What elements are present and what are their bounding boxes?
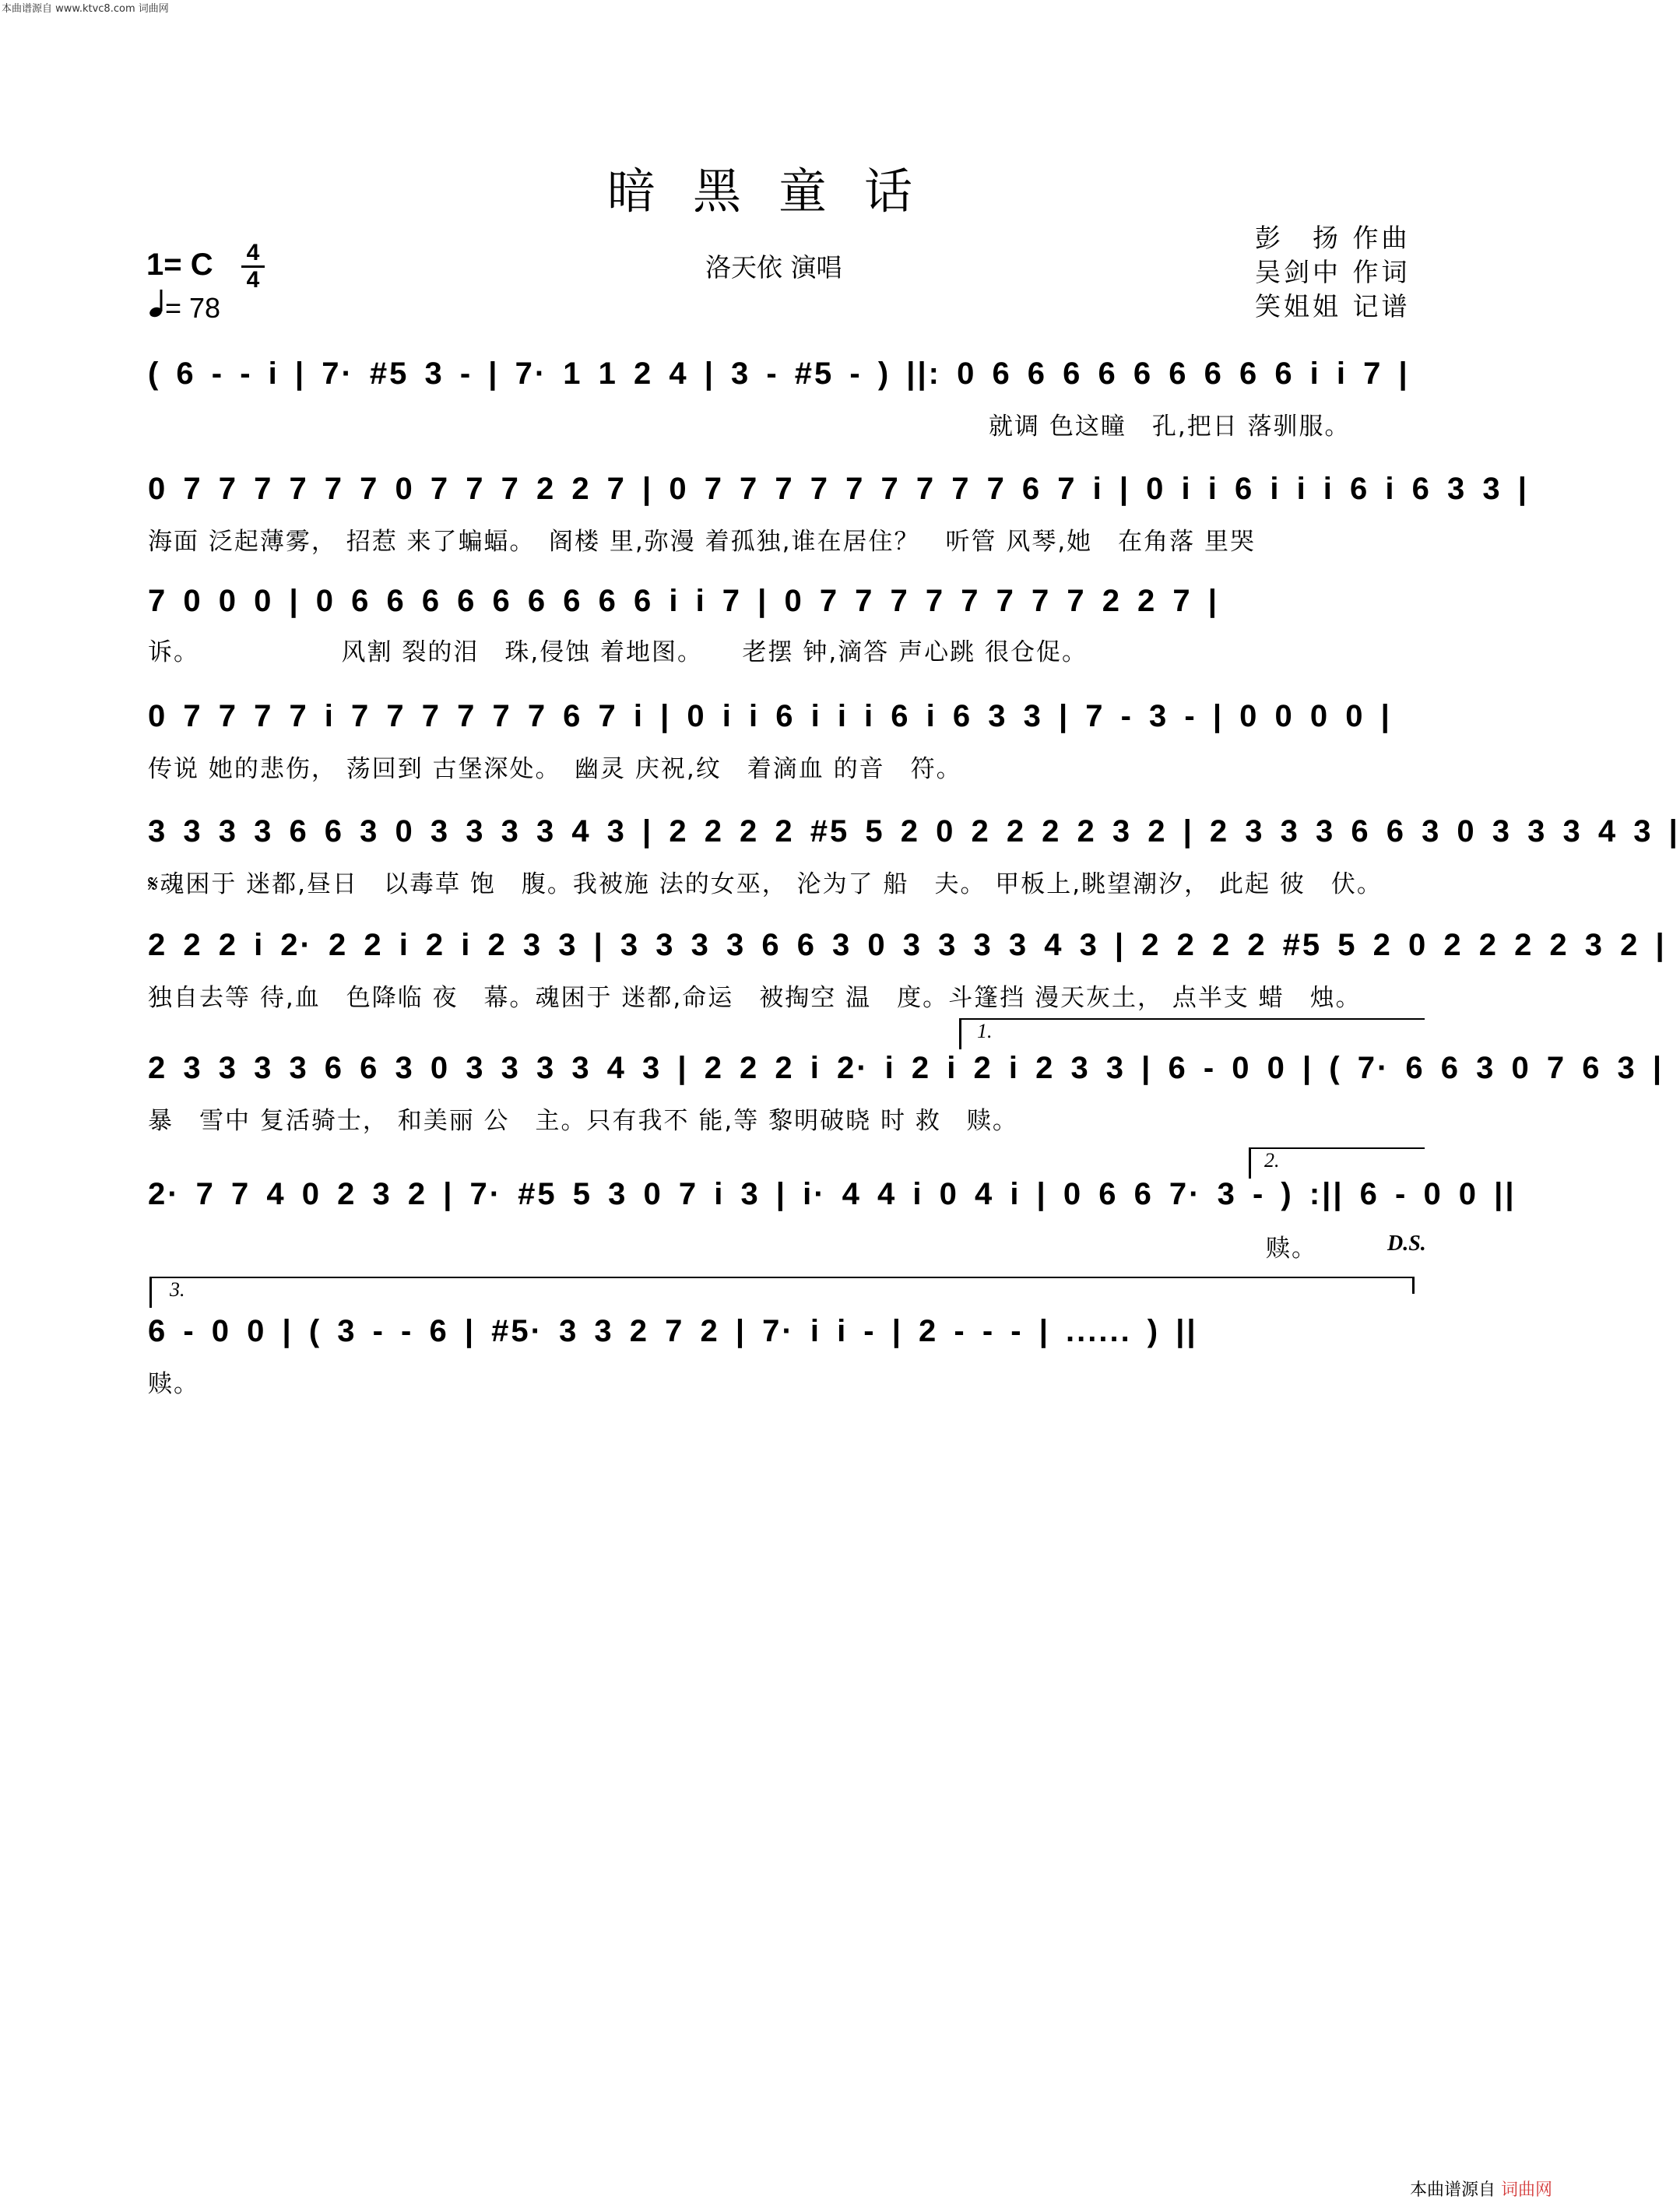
- lyric-line-1: 就调 色这瞳 孔,把日 落驯服。: [989, 413, 1351, 441]
- tempo-marking: [148, 288, 220, 325]
- tempo-value: = 78: [165, 292, 221, 324]
- lyric-line-9: 赎。: [148, 1370, 199, 1398]
- score-line-9: 6 - 0 0 | ( 3 - - 6 | #5· 3 3 2 7 2 | 7· i i - | 2 - - - | ...... ) ||: [148, 1314, 1198, 1348]
- second-ending-label: 2.: [1264, 1149, 1280, 1172]
- time-signature: [241, 241, 265, 292]
- score-line-3: 7 0 0 0 | 0 6 6 6 6 6 6 6 6 6 i i 7 | 0 7 7 7 7 7 7 7 7 2 2 7 |: [148, 584, 1219, 618]
- first-ending-label: 1.: [977, 1020, 993, 1042]
- lyric-line-2: 海面 泛起薄雾， 招惹 来了蝙蝠。 阁楼 里,弥漫 着孤独,谁在居住？ 听管 风琴,她 在角落 里哭: [148, 528, 1256, 556]
- transcriber-credit: 笑姐姐 记谱: [1255, 291, 1411, 321]
- score-line-5: 3 3 3 3 6 6 3 0 3 3 3 3 4 3 | 2 2 2 2 #5 5 2 0 2 2 2 2 3 2 | 2 3 3 3 6 6 3 0 3 3 3 4 3 |: [148, 814, 1680, 849]
- time-signature-bottom: 4: [246, 267, 260, 293]
- dal-segno-marking: D.S.: [1387, 1232, 1426, 1256]
- third-ending-label: 3.: [170, 1278, 185, 1301]
- score-line-8: 2· 7 7 4 0 2 3 2 | 7· #5 5 3 0 7 i 3 | i· 4 4 i 0 4 i | 0 6 6 7· 3 - ) :|| 6 - 0 0 ||: [148, 1177, 1517, 1211]
- key-signature: 1= C: [146, 248, 213, 282]
- score-line-1: ( 6 - - i | 7· #5 3 - | 7· 1 1 2 4 | 3 - #5 - ) ||: 0 6 6 6 6 6 6 6 6 6 i i 7 |: [148, 357, 1410, 391]
- lyric-line-8: 赎。: [1266, 1235, 1317, 1263]
- score-line-6: 2 2 2 i 2· 2 2 i 2 i 2 3 3 | 3 3 3 3 6 6 3 0 3 3 3 3 4 3 | 2 2 2 2 #5 5 2 0 2 2 2 2 3 2 |: [148, 928, 1667, 962]
- site-header: 本曲谱源自 www.ktvc8.com 词曲网: [2, 3, 169, 15]
- footer-brand: 词曲网: [1500, 2180, 1552, 2200]
- footer-credit: [1410, 2177, 1552, 2201]
- song-title: 暗黑童话: [606, 163, 950, 220]
- lyricist-credit: 吴剑中 作词: [1255, 257, 1411, 287]
- lyric-line-7: 暴 雪中 复活骑士， 和美丽 公 主。只有我不 能,等 黎明破晓 时 救 赎。: [148, 1107, 1018, 1135]
- singer-credit: 洛天依 演唱: [705, 252, 842, 283]
- score-line-2: 0 7 7 7 7 7 7 0 7 7 7 2 2 7 | 0 7 7 7 7 7 7 7 7 7 6 7 i | 0 i i 6 i i i 6 i 6 3 3 |: [148, 472, 1529, 506]
- score-line-4: 0 7 7 7 7 i 7 7 7 7 7 7 6 7 i | 0 i i 6 i i i 6 i 6 3 3 | 7 - 3 - | 0 0 0 0 |: [148, 699, 1392, 733]
- footer-text: 本曲谱源自: [1409, 2180, 1495, 2200]
- quarter-note-icon: [148, 288, 165, 318]
- score-line-7: 2 3 3 3 3 6 6 3 0 3 3 3 3 4 3 | 2 2 2 i 2· i 2 i 2 i 2 3 3 | 6 - 0 0 | ( 7· 6 6 3 0 7 6 3 |: [148, 1051, 1664, 1085]
- lyric-line-3: 诉。 风割 裂的泪 珠,侵蚀 着地图。 老摆 钟,滴答 声心跳 很仓促。: [148, 638, 1088, 666]
- lyric-line-6: 独自去等 待,血 色降临 夜 幕。魂困于 迷都,命运 被掏空 温 度。斗篷挡 漫天灰土， 点半支 蜡 烛。: [148, 984, 1362, 1012]
- composer-credit: 彭 扬 作曲: [1255, 223, 1411, 253]
- lyric-line-5: 𝄋魂困于 迷都,昼日 以毒草 饱 腹。我被施 法的女巫， 沦为了 船 夫。 甲板上,眺望潮汐， 此起 彼 伏。: [148, 870, 1383, 898]
- time-signature-top: 4: [246, 240, 260, 265]
- lyric-line-4: 传说 她的悲伤， 荡回到 古堡深处。 幽灵 庆祝,纹 着滴血 的音 符。: [148, 755, 962, 783]
